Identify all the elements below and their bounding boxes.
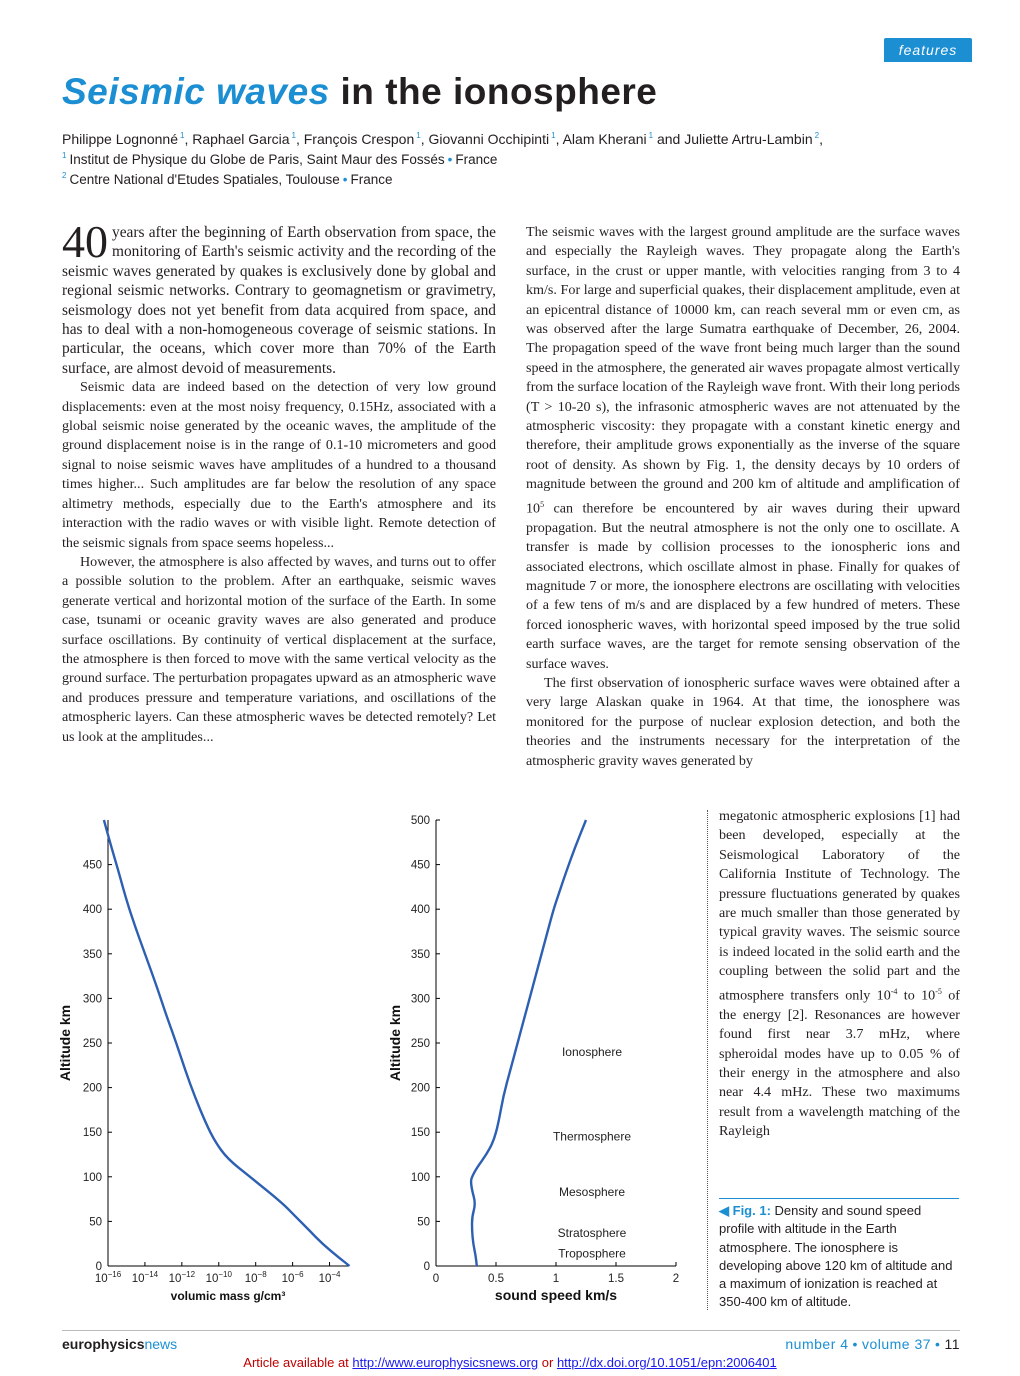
link-or: or	[541, 1355, 554, 1370]
superscript: 5	[540, 499, 545, 509]
figure-1	[56, 800, 696, 1310]
body-paragraph	[719, 807, 960, 1142]
volume-number: volume 37	[861, 1336, 932, 1352]
paragraph-text: can therefore be encountered by air waves during their upward propagation. But the neutral atmosphere is not the only one to oscillate. A transfer is made by collision processes to the ionospheric ions and associated electrons, which oscillate almost in phase. Finally for quakes of magnitude 7 or more, the ionosphere electrons are oscillating with velocities of a few tens of m/s and are displaced by a few hundred of meters. These forced ionospheric waves, with horizontal speed imposed by the true solid earth surface waves, are the target for remote sensing observation of the surface waves.	[526, 500, 960, 672]
affiliation-number: 2	[62, 171, 67, 180]
x-tick-label: $10^{-8}$	[244, 1270, 267, 1285]
y-tick-label: 200	[410, 1082, 430, 1095]
issue-info	[785, 1336, 960, 1352]
y-tick-label: 350	[410, 948, 430, 961]
paragraph-text: megatonic atmospheric explosions [1] had been developed, especially at the Seismological Laboratory of the California Institute of Technology. The pressure fluctuations generated by quakes are much smaller than those generated by typical gravity waves. The seismic source is indeed located in the solid earth and the coupling between the solid part and the atmosphere transfers only 10	[719, 808, 960, 1004]
y-tick-label: 400	[410, 904, 430, 917]
body-paragraph: However, the atmosphere is also affected by waves, and turns out to offer a possible solution to the problem. After an earthquake, seismic waves generate vertical and horizontal motion of the surface of the Earth. In some case, tsunami or oceanic gravity waves are also generated and produce surface oscillations. By continuity of vertical displacement at the surface, the atmosphere is then forced to move with the same vertical velocity as the ground surface. The perturbation propagates upward as an atmospheric wave and produces pressure and temperature variations, and oscillations of the atmospheric layers. Can these atmospheric waves be detected remotely? Let us look at the amplitudes...	[62, 553, 496, 745]
author-affiliation-mark: 1	[416, 131, 421, 140]
affiliation-2	[62, 166, 392, 190]
body-column-right	[526, 223, 960, 771]
x-axis-label: volumic mass g/cm³	[170, 1289, 286, 1303]
layer-annotation: Mesosphere	[558, 1184, 626, 1199]
link-prefix: Article available at	[243, 1355, 349, 1370]
layer-annotation: Thermosphere	[552, 1129, 632, 1144]
lead-paragraph	[62, 216, 496, 378]
caption-text: Density and sound speed profile with altitude in the Earth atmosphere. The ionosphere is developing above 120 km of altitude and a maximum of ionization is reached at 350-400 km of altitude.	[719, 1203, 953, 1310]
affiliation-country: France	[455, 152, 498, 167]
affiliation-number: 1	[62, 151, 67, 160]
footer-divider	[62, 1330, 960, 1331]
y-tick-label: 250	[410, 1038, 430, 1050]
x-tick-label: $10^{-14}$	[131, 1270, 159, 1285]
y-tick-label: 200	[82, 1082, 102, 1095]
lead-text: years after the beginning of Earth observation from space, the monitoring of Earth's seismic activity and the recording of the seismic waves generated by quakes is exclusively done by global and regional seismic networks. Contrary to geomagnetism or gravimetry, seismology does not yet benefit from data acquired from space, and has to deal with a non-homogeneous coverage of seismic stations. In particular, the oceans, which cover more than 70% of the Earth surface, are almost devoid of measurements.	[62, 224, 496, 377]
article-title	[62, 62, 657, 122]
layer-annotation: Stratosphere	[557, 1225, 627, 1240]
y-tick-label: 300	[410, 993, 430, 1006]
y-tick-label: 150	[82, 1127, 102, 1140]
y-tick-label: 450	[82, 859, 102, 872]
x-tick-label: $10^{-6}$	[281, 1270, 304, 1285]
column-divider	[707, 810, 708, 1310]
author-name: Juliette Artru-Lambin	[684, 131, 813, 147]
paragraph-text: of the energy [2]. Resonances are however found first near 3.7 mHz, where spheroidal modes have up to 0.05 % of their energy in the atmosphere and also near 4.4 mHz. These two maximums result from a wavelength matching of the Rayleigh	[719, 987, 960, 1140]
x-tick-label: 2	[672, 1273, 680, 1285]
bullet-dot: •	[935, 1336, 941, 1352]
y-tick-label: 50	[89, 1216, 102, 1229]
author-name: Philippe Lognonné	[62, 131, 178, 147]
y-tick-label: 350	[82, 948, 102, 961]
y-tick-label: 0	[95, 1261, 102, 1273]
layer-annotation: Troposphere	[558, 1246, 626, 1261]
doi-link[interactable]: http://dx.doi.org/10.1051/epn:2006401	[556, 1355, 777, 1370]
caption-arrow-icon: ◀	[719, 1203, 729, 1218]
y-tick-label: 400	[82, 904, 102, 917]
x-tick-label: $10^{-12}$	[168, 1270, 196, 1285]
body-paragraph	[526, 223, 960, 674]
bullet-dot: •	[447, 152, 453, 167]
y-axis-label: Altitude km	[387, 1004, 403, 1082]
author-affiliation-mark: 1	[291, 131, 296, 140]
x-tick-label: $10^{-10}$	[205, 1270, 232, 1285]
caption-label	[719, 1203, 771, 1218]
paragraph-text: to 10	[897, 987, 936, 1004]
journal-logo	[62, 1336, 177, 1352]
author-name: Raphael Garcia	[192, 131, 290, 147]
sound-speed-curve	[471, 820, 586, 1266]
logo-bold: europhysics	[62, 1336, 145, 1352]
author-name: Alam Kherani	[562, 131, 647, 147]
body-paragraph: Seismic data are indeed based on the detection of very low ground displacements: even at the most noisy frequency, 0.15Hz, associated with a global seismic noise generated by the oceanic waves, the amplitude of the ground displacement noise is in the range of 0.1-10 micrometers and good signal to noise seismic waves have amplitudes of a hundred to a thousand times higher... Such amplitudes are far below the resolution of any space altimetry methods, especially due to the Earth's atmosphere and its interaction with the radio waves or with visible light. Remote detection of the seismic signals from space seems hopeless...	[62, 379, 496, 551]
dropcap: 40	[62, 216, 108, 267]
author-name: Giovanni Occhipinti	[428, 131, 550, 147]
body-column-narrow	[719, 807, 960, 1142]
author-list: Philippe Lognonné $^1$, Raphael Garcia $^1$, François Crespon $^1$, Giovanni Occhipinti $^1$, Alam Kherani $^1$ and Juliette Artru-Lambin $^2$,	[62, 131, 823, 147]
author-affiliation-mark: 1	[180, 131, 185, 140]
superscript: -5	[935, 986, 942, 996]
europhysicsnews-link[interactable]: http://www.europhysicsnews.org	[352, 1355, 539, 1370]
figure-1-charts	[56, 800, 696, 1310]
section-tab: features	[884, 38, 972, 62]
y-tick-label: 100	[82, 1171, 102, 1184]
body-column-left	[62, 216, 496, 747]
x-tick-label: $10^{-16}$	[94, 1270, 122, 1285]
figure-caption	[719, 1198, 959, 1312]
density-curve	[104, 820, 350, 1266]
title-rest: in the ionosphere	[340, 71, 658, 112]
x-tick-label: 1	[552, 1273, 560, 1285]
issue-number: number 4	[785, 1336, 849, 1352]
paragraph-text: The seismic waves with the largest ground amplitude are the surface waves and especially the Rayleigh waves. They propagate along the Earth's surface, in the crust or upper mantle, with velocities ranging from 3 to 4 km/s. For large and superficial quakes, their displacement amplitude, even at an epicentral distance of 10000 km, can reach several mm or even cm, as was observed after the large Sumatra earthquake of December, 26, 2004. The propagation speed of the wave front being much larger than the sound speed in the atmosphere, the generated air waves propagate almost vertically from the surface location of the Rayleigh wave front. With their long periods (T > 10-20 s), the infrasonic atmospheric waves are not attenuated by the atmospheric viscosity: they propagate with a constant kinetic energy and therefore, their amplitude grows exponentially as the inverse of the square root of density. As shown by Fig. 1, the density decays by 10 orders of magnitude between the ground and 200 km of altitude and amplification of 10	[526, 224, 960, 517]
y-tick-label: 100	[410, 1171, 430, 1184]
y-tick-label: 450	[410, 859, 430, 872]
layer-annotation: Ionosphere	[561, 1044, 623, 1059]
x-tick-label: $10^{-4}$	[318, 1270, 341, 1285]
authors-conjunction: and	[656, 131, 681, 147]
y-tick-label: 300	[82, 993, 102, 1006]
title-accent: Seismic waves	[62, 71, 330, 112]
y-tick-label: 250	[82, 1038, 102, 1050]
x-tick-label: 0.5	[488, 1273, 504, 1285]
author-affiliation-mark: 1	[648, 131, 654, 140]
x-tick-label: 0	[432, 1273, 440, 1285]
y-tick-label: 50	[417, 1216, 430, 1229]
y-axis-label: Altitude km	[57, 1004, 73, 1082]
bullet-dot: •	[342, 172, 348, 187]
bullet-dot: •	[852, 1336, 858, 1352]
x-tick-label: 1.5	[608, 1273, 624, 1285]
y-tick-label: 150	[410, 1127, 430, 1140]
y-tick-label: 500	[410, 815, 430, 827]
x-axis-label: sound speed km/s	[494, 1287, 618, 1303]
page-number: 11	[944, 1336, 960, 1352]
author-affiliation-mark: 2	[814, 131, 820, 140]
caption-label-text: Fig. 1:	[732, 1203, 771, 1218]
logo-light: news	[144, 1336, 178, 1352]
author-name: François Crespon	[303, 131, 415, 147]
y-tick-label: 0	[423, 1261, 430, 1273]
author-affiliation-mark: 1	[551, 131, 556, 140]
superscript: -4	[890, 986, 898, 996]
affiliation-country: France	[350, 172, 393, 187]
article-availability	[0, 1355, 1020, 1370]
affiliation-text: Institut de Physique du Globe de Paris, Saint Maur des Fossés	[69, 152, 445, 167]
body-paragraph: The first observation of ionospheric surface waves were obtained after a very large Alaskan quake in 1964. At that time, the ionosphere was monitored for the purpose of nuclear explosion detection, and both the theories and the instruments necessary for the interpretation of the atmospheric gravity waves generated by	[526, 675, 960, 769]
affiliation-text: Centre National d'Etudes Spatiales, Toulouse	[69, 172, 340, 187]
